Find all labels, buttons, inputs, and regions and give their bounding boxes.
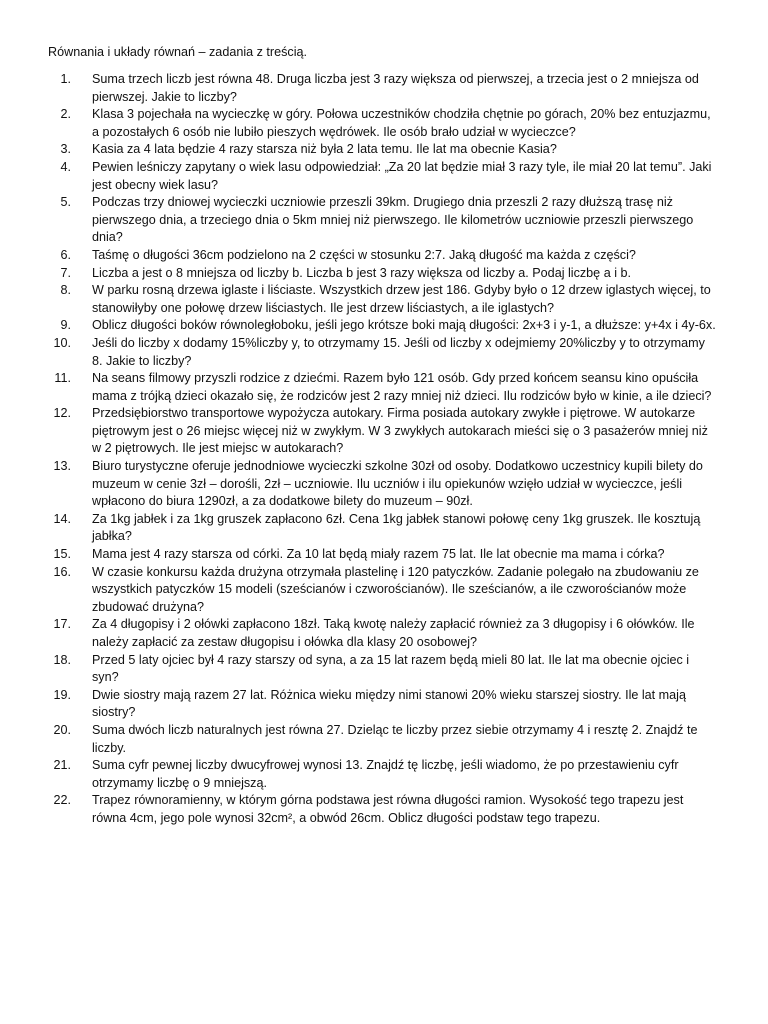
task-item xyxy=(48,757,718,792)
task-item xyxy=(48,265,718,283)
task-number: 8. xyxy=(60,283,71,298)
task-item xyxy=(48,792,718,827)
task-text: Suma dwóch liczb naturalnych jest równa 27. Dzieląc te liczby przez siebie otrzymamy 4 i resztę 2. Znajdź te liczby. xyxy=(92,722,698,755)
task-text: Dwie siostry mają razem 27 lat. Różnica wieku między nimi stanowi 20% wieku starszej siostry. Ile lat mają siostry? xyxy=(92,687,686,720)
task-number: 11. xyxy=(54,371,71,386)
task-text: Oblicz długości boków równoległoboku, jeśli jego krótsze boki mają długości: 2x+3 i y-1, a dłuższe: y+4x i 4y-6x. xyxy=(92,318,716,333)
task-text: W parku rosną drzewa iglaste i liściaste. Wszystkich drzew jest 186. Gdyby było o 12 drzew iglastych więcej, to stanowiłyby one połowę drzew liściastych. Ile jest drzew liściastych, a ile iglastych? xyxy=(92,283,711,315)
task-item xyxy=(48,722,718,757)
task-number: 14. xyxy=(53,511,71,526)
task-number: 20. xyxy=(53,722,71,737)
task-item xyxy=(48,370,718,405)
task-text: Za 1kg jabłek i za 1kg gruszek zapłacono 6zł. Cena 1kg jabłek stanowi połowę ceny 1kg gruszek. Ile kosztują jabłka? xyxy=(92,511,701,544)
task-number: 12. xyxy=(53,406,71,421)
task-text: Liczba a jest o 8 mniejsza od liczby b. Liczba b jest 3 razy większa od liczby a. Podaj liczbę a i b. xyxy=(92,265,631,280)
task-text: Taśmę o długości 36cm podzielono na 2 części w stosunku 2:7. Jaką długość ma każda z części? xyxy=(92,247,636,262)
task-number: 13. xyxy=(53,459,71,474)
task-item xyxy=(48,71,718,106)
task-item xyxy=(48,511,718,546)
task-item xyxy=(48,335,718,370)
task-text: Podczas trzy dniowej wycieczki uczniowie przeszli 39km. Drugiego dnia przeszli 2 razy dłuższą trasę niż pierwszego dnia, a trzeciego dnia o 5km mniej niż pierwszego. Ile kilometrów uczniowie przeszli pierwszego dnia? xyxy=(92,195,694,245)
task-item xyxy=(48,405,718,458)
task-text: Kasia za 4 lata będzie 4 razy starsza niż była 2 lata temu. Ile lat ma obecnie Kasia? xyxy=(92,142,557,157)
task-number: 1. xyxy=(60,72,71,86)
task-item xyxy=(48,317,718,335)
task-number: 6. xyxy=(60,247,71,262)
task-text: W czasie konkursu każda drużyna otrzymała plastelinę i 120 patyczków. Zadanie polegało na zbudowaniu ze wszystkich patyczków 15 modeli (sześcianów i czworościanów). Ile sześcianów, a ile czworościanów może zbudować drużyna? xyxy=(92,564,699,614)
task-item xyxy=(48,282,718,317)
task-text: Przedsiębiorstwo transportowe wypożycza autokary. Firma posiada autokary zwykłe i piętrowe. W autokarze piętrowym jest o 26 miejsc więcej niż w zwykłym. W 3 zwykłych autokarach mieści się o 3 pasażerów mniej niż w 2 piętrowych. Ile jest miejsc w autokarach? xyxy=(92,406,708,456)
task-number: 18. xyxy=(53,652,71,667)
task-text: Pewien leśniczy zapytany o wiek lasu odpowiedział: „Za 20 lat będzie miał 3 razy tyle, ile miał 20 lat temu”. Jaki jest obecny wiek lasu? xyxy=(92,159,712,192)
task-item xyxy=(48,141,718,159)
task-item xyxy=(48,194,718,247)
task-text: Trapez równoramienny, w którym górna podstawa jest równa długości ramion. Wysokość tego trapezu jest równa 4cm, jego pole wynosi 32cm², a obwód 26cm. Oblicz długości podstaw tego trapezu. xyxy=(92,793,684,825)
task-text: Jeśli do liczby x dodamy 15%liczby y, to otrzymamy 15. Jeśli od liczby x odejmiemy 20%liczby y to otrzymamy 8. Jakie to liczby? xyxy=(92,335,705,368)
task-number: 5. xyxy=(60,195,71,210)
task-item xyxy=(48,546,718,564)
task-number: 22. xyxy=(53,793,71,808)
task-number: 10. xyxy=(53,335,71,350)
task-item xyxy=(48,616,718,651)
task-item xyxy=(48,652,718,687)
task-number: 15. xyxy=(53,547,71,562)
task-list xyxy=(48,71,718,828)
task-text: Na seans filmowy przyszli rodzice z dziećmi. Razem było 121 osób. Gdy przed końcem seansu kino opuściła mama z trójką dzieci okazało się, że rodziców jest 2 razy mniej niż dzieci. Ilu rodziców było w kinie, a ile dzieci? xyxy=(92,371,712,403)
task-item xyxy=(48,687,718,722)
task-number: 7. xyxy=(60,265,71,280)
task-text: Klasa 3 pojechała na wycieczkę w góry. Połowa uczestników chodziła chętnie po górach, 20% bez entuzjazmu, a pozostałych 6 osób nie lubiło pieszych wędrówek. Ile osób brało udział w wycieczce? xyxy=(92,107,711,139)
task-item xyxy=(48,247,718,265)
task-number: 2. xyxy=(60,107,71,122)
task-text: Przed 5 laty ojciec był 4 razy starszy od syna, a za 15 lat razem będą mieli 80 lat. Ile lat ma obecnie ojciec i syn? xyxy=(92,652,690,685)
task-number: 19. xyxy=(53,687,71,702)
task-text: Mama jest 4 razy starsza od córki. Za 10 lat będą miały razem 75 lat. Ile lat obecnie ma mama i córka? xyxy=(92,547,665,562)
task-number: 3. xyxy=(60,142,71,157)
task-item xyxy=(48,106,718,141)
document-title: Równania i układy równań – zadania z treścią. xyxy=(48,45,308,59)
task-text: Suma trzech liczb jest równa 48. Druga liczba jest 3 razy większa od pierwszej, a trzecia jest o 2 mniejsza od pierwszej. Jakie to liczby? xyxy=(92,72,699,104)
task-number: 4. xyxy=(60,159,71,174)
task-text: Suma cyfr pewnej liczby dwucyfrowej wynosi 13. Znajdź tę liczbę, jeśli wiadomo, że po przestawieniu cyfr otrzymamy liczbę o 9 mniejszą. xyxy=(92,758,679,790)
task-item xyxy=(48,458,718,511)
task-text: Za 4 długopisy i 2 ołówki zapłacono 18zł. Taką kwotę należy zapłacić również za 3 długopisy i 6 ołówków. Ile należy zapłacić za zestaw długopisu i ołówka dla klasy 20 osobowej? xyxy=(92,617,695,649)
task-number: 9. xyxy=(60,318,71,333)
task-item xyxy=(48,564,718,617)
task-number: 21. xyxy=(53,758,71,773)
task-text: Biuro turystyczne oferuje jednodniowe wycieczki szkolne 30zł od osoby. Dodatkowo uczestnicy kupili bilety do muzeum w cenie 3zł – dorośli, 2zł – uczniowie. Ilu uczniów i ilu opiekunów wzięło udział w wycieczce, jeśli wpłacono do biura 1290zł, a za dodatkowe bilety do muzeum – 90zł. xyxy=(92,459,703,509)
task-number: 17. xyxy=(53,617,71,632)
task-number: 16. xyxy=(53,564,71,579)
task-item xyxy=(48,159,718,194)
